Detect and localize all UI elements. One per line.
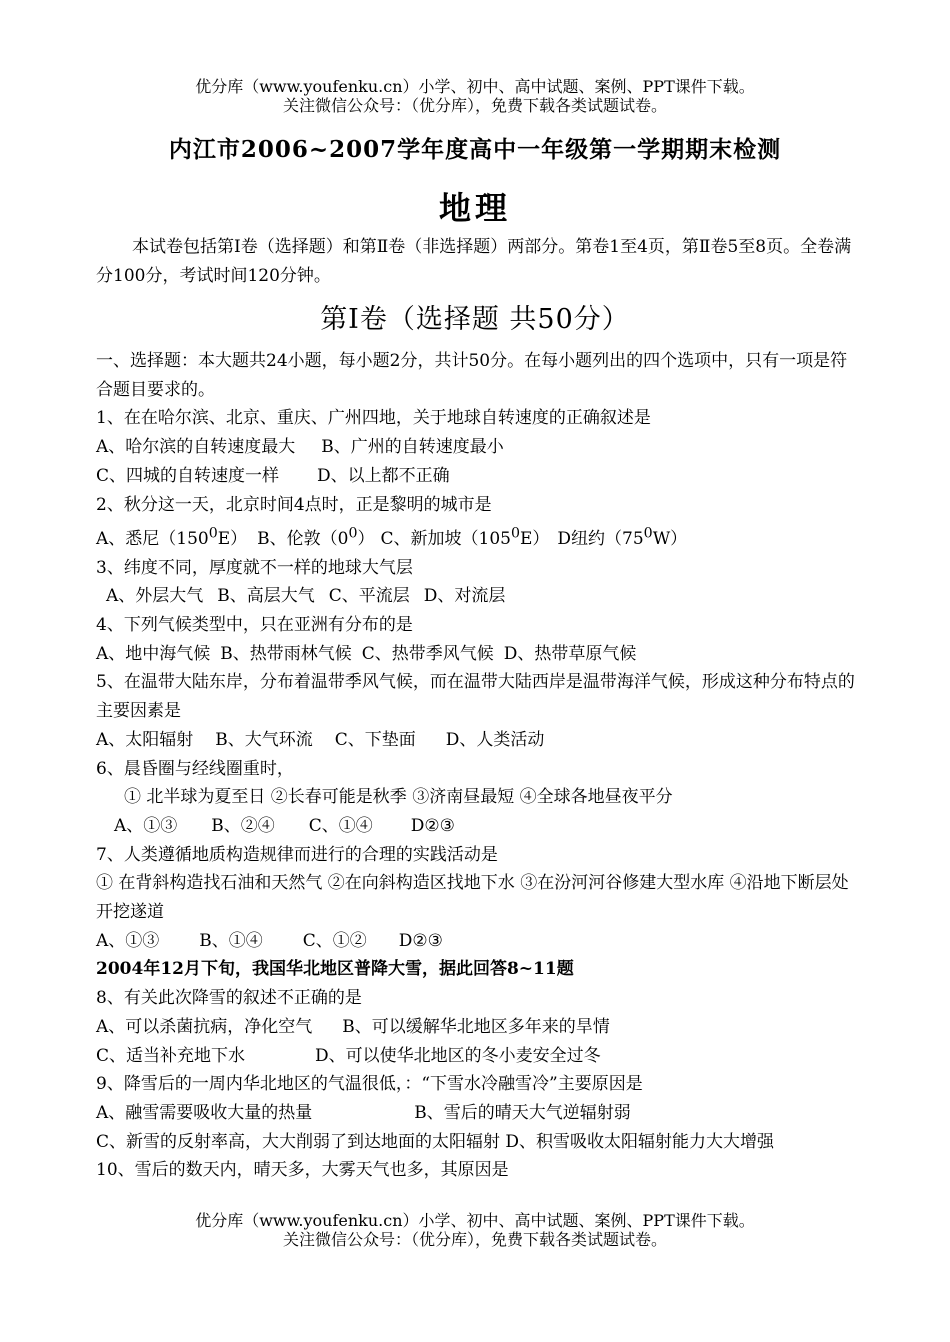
header-banner <box>0 77 950 115</box>
option-d: D、以上都不正确 <box>317 465 450 486</box>
question-4-options <box>96 640 858 669</box>
banner-line-2: 关注微信公众号：（优分库），免费下载各类试题试卷。 <box>282 96 667 115</box>
question-5-stem: 5、在温带大陆东岸，分布着温带季风气候，而在温带大陆西岸是温带海洋气候，形成这种分布特点的主要因素是 <box>96 672 855 722</box>
option-c: C、四城的自转速度一样 <box>96 465 280 486</box>
question-2-options <box>96 519 858 553</box>
question-8-stem: 8、有关此次降雪的叙述不正确的是 <box>96 988 362 1009</box>
option-c: C、①② <box>302 930 367 951</box>
option-d: D纽约$(75^0W)$ <box>557 525 688 549</box>
option-c: C、下垫面 <box>334 729 416 750</box>
question-10-stem: 10、雪后的数天内，晴天多，大雾天气也多，其原因是 <box>96 1160 509 1181</box>
question-2-stem: 2、秋分这一天，北京时间4点时，正是黎明的城市是 <box>96 494 492 515</box>
option-b: B、高层大气 <box>217 586 315 607</box>
option-a: A、地中海气候 <box>96 643 211 664</box>
question-9-options-cd: C、新雪的反射率高，大大削弱了到达地面的太阳辐射 D、积雪吸收太阳辐射能力大大增强 <box>96 1131 775 1152</box>
option-c: C、①④ <box>308 815 373 836</box>
banner-line-2: 关注微信公众号：（优分库），免费下载各类试题试卷。 <box>282 1230 667 1249</box>
option-a: A、①③ <box>96 930 160 951</box>
option-c: C、平流层 <box>328 586 410 607</box>
question-7-options <box>96 927 858 956</box>
option-b: B、①④ <box>199 930 263 951</box>
question-9-options-ab <box>96 1099 858 1128</box>
option-a: A、哈尔滨的自转速度最大 <box>96 437 296 458</box>
question-8-options-ab <box>96 1013 858 1042</box>
option-a: A、①③ <box>114 815 178 836</box>
option-d: D、可以使华北地区的冬小麦安全过冬 <box>315 1045 601 1066</box>
banner-line-1: 优分库（www.youfenku.cn）小学、初中、高中试题、案例、PPT课件下载。 <box>195 77 755 96</box>
question-9-stem: 9、降雪后的一周内华北地区的气温很低，：“下雪水冷融雪冷”主要原因是 <box>96 1074 643 1095</box>
option-d: D、人类活动 <box>445 729 545 750</box>
question-6-options <box>96 812 858 841</box>
footer-banner <box>0 1211 950 1249</box>
section-title: 第Ⅰ卷（选择题 共50分） <box>320 304 630 335</box>
exam-subject: 地理 <box>438 189 511 227</box>
question-1-stem: 1、在在哈尔滨、北京、重庆、广州四地，关于地球自转速度的正确叙述是 <box>96 408 651 429</box>
question-3-options <box>96 582 858 611</box>
option-c: C、适当补充地下水 <box>96 1045 246 1066</box>
option-c: C、热带季风气候 <box>361 643 494 664</box>
question-list <box>96 347 858 1185</box>
question-6-stem: 6、晨昏圈与经线圈重时， <box>96 758 294 779</box>
question-6-statements: ① 北半球为夏至日 ②长春可能是秋季 ③济南昼最短 ④全球各地昼夜平分 <box>124 787 673 808</box>
option-a: A、悉尼$(150^0E)$ <box>96 525 248 549</box>
option-b: B、广州的自转速度最小 <box>321 437 504 458</box>
question-1-options-cd <box>96 462 858 491</box>
banner-line-1: 优分库（www.youfenku.cn）小学、初中、高中试题、案例、PPT课件下载。 <box>195 1211 755 1230</box>
question-8-options-cd <box>96 1042 858 1071</box>
option-b: B、雪后的晴天大气逆辐射弱 <box>414 1102 631 1123</box>
option-a: A、可以杀菌抗病，净化空气 <box>96 1016 313 1037</box>
option-b: B、可以缓解华北地区多年来的旱情 <box>342 1016 610 1037</box>
question-3-stem: 3、纬度不同，厚度就不一样的地球大气层 <box>96 557 413 578</box>
option-c: C、新加坡$(105^0E)$ <box>380 525 550 549</box>
instructions: 一、选择题：本大题共24小题，每小题2分，共计50分。在每小题列出的四个选项中，只有一项是符合题目要求的。 <box>96 351 848 400</box>
option-b: B、热带雨林气候 <box>220 643 352 664</box>
question-5-options <box>96 726 858 755</box>
option-a: A、太阳辐射 <box>96 729 194 750</box>
option-b: B、大气环流 <box>215 729 313 750</box>
question-7-stem: 7、人类遵循地质构造规律而进行的合理的实践活动是 <box>96 844 498 865</box>
option-d: D、对流层 <box>423 586 506 607</box>
question-7-statements: ① 在背斜构造找石油和天然气 ②在向斜构造区找地下水 ③在汾河河谷修建大型水库 ④沿地下断层处开挖遂道 <box>96 873 849 923</box>
option-b: B、②④ <box>211 815 275 836</box>
group-heading: 2004年12月下旬，我国华北地区普降大雪，据此回答8~11题 <box>96 959 574 980</box>
option-d: D②③ <box>398 930 443 951</box>
option-d: D、热带草原气候 <box>503 643 637 664</box>
option-d: D②③ <box>410 815 455 836</box>
exam-title: 内江市2006~2007学年度高中一年级第一学期期末检测 <box>168 136 782 163</box>
exam-intro: 本试卷包括第Ⅰ卷（选择题）和第Ⅱ卷（非选择题）两部分。第卷1至4页，第Ⅱ卷5至8页。全卷满分100分，考试时间120分钟。 <box>96 237 852 286</box>
question-4-stem: 4、下列气候类型中，只在亚洲有分布的是 <box>96 614 413 635</box>
question-1-options-ab <box>96 433 858 462</box>
option-a: A、外层大气 <box>106 586 204 607</box>
option-b: B、伦敦$(0^0)$ <box>257 525 375 549</box>
option-a: A、融雪需要吸收大量的热量 <box>96 1102 313 1123</box>
